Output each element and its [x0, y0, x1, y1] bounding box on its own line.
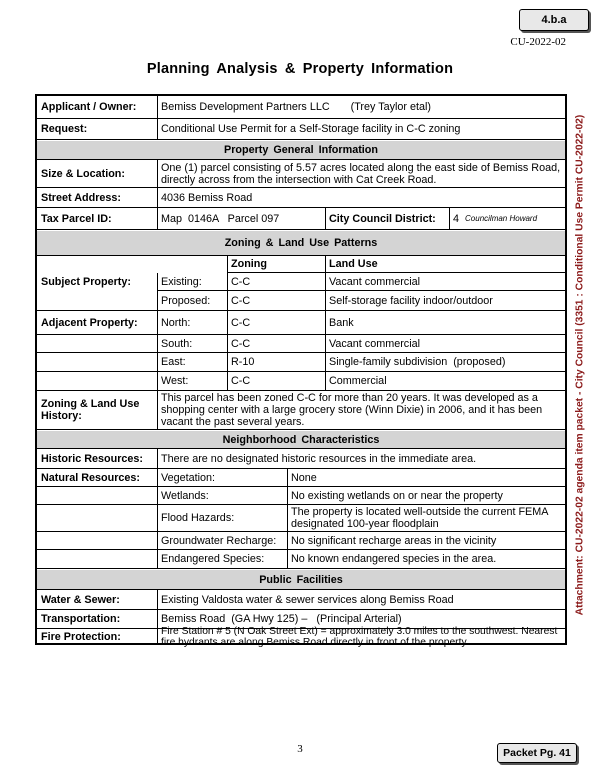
- section-neighborhood: Neighborhood Characteristics: [37, 431, 565, 448]
- flood-hazards-value: The property is located well-outside the current FEMA designated 100-year floodplain: [291, 506, 548, 530]
- vegetation-row: [37, 469, 565, 486]
- zoning-history-value: This parcel has been zoned C-C for more than 20 years. It was developed as a shopping center with a large grocery store (Winn Dixie) in 2006, and it has been vacant the past several years.: [161, 392, 543, 428]
- zoning-header-row: [37, 256, 565, 272]
- case-number: CU-2022-02: [510, 36, 566, 48]
- section-public-facilities: Public Facilities: [37, 570, 565, 589]
- water-sewer-row: [37, 590, 565, 609]
- adjacent-north-row: [37, 312, 565, 334]
- adjacent-west-row: [37, 372, 565, 390]
- endangered-species-value: No known endangered species in the area.: [291, 553, 497, 565]
- east-land-use: Single-family subdivision (proposed): [329, 356, 506, 368]
- street-address-label: Street Address:: [41, 191, 122, 204]
- historic-resources-label: Historic Resources:: [41, 452, 144, 465]
- analysis-table: [35, 94, 567, 648]
- land-use-column-header: Land Use: [329, 258, 378, 270]
- adjacent-south-row: [37, 335, 565, 352]
- north-land-use: Bank: [329, 317, 354, 329]
- adjacent-property-label: Adjacent Property:: [41, 317, 138, 329]
- council-member: Councilman Howard: [465, 213, 538, 223]
- fire-protection-value: Fire Station # 5 (N Oak Street Ext) = approximately 3.0 miles to the southwest. Nearest fire hydrants are along Bemiss Road directly in front of the property: [161, 626, 558, 648]
- applicant-value: Bemiss Development Partners LLC (Trey Taylor etal): [161, 101, 432, 113]
- council-district-number: 4: [453, 212, 460, 225]
- vegetation-value: None: [291, 471, 317, 484]
- fire-protection-row: [37, 626, 565, 648]
- endangered-species-label: Endangered Species:: [161, 553, 265, 565]
- packet-page-label: Packet Pg. 41: [497, 743, 577, 763]
- council-district-label: City Council District:: [329, 212, 436, 225]
- size-location-row: [37, 160, 565, 187]
- size-location-value: One (1) parcel consisting of 5.57 acres located along the east side of Bemiss Road, directly across from the intersection with Cat Creek Road.: [161, 161, 561, 186]
- tax-parcel-row: [37, 208, 565, 229]
- attachment-side-text: Attachment: CU-2022-02 agenda item packet - City Council (3351 : Conditional Use Permit CU-2022-02): [574, 114, 586, 616]
- water-sewer-label: Water & Sewer:: [41, 593, 120, 606]
- south-label: South:: [161, 337, 193, 350]
- section-property-general: Property General Information: [37, 141, 565, 159]
- existing-land-use: Vacant commercial: [329, 275, 421, 288]
- existing-label: Existing:: [161, 275, 202, 288]
- west-zoning: C-C: [231, 375, 251, 387]
- natural-resources-label: Natural Resources:: [41, 471, 141, 484]
- tax-parcel-value: Map 0146A Parcel 097: [161, 212, 280, 225]
- zoning-history-row: [37, 391, 565, 429]
- council-district-value: [449, 208, 565, 229]
- subject-proposed-row: [37, 291, 565, 310]
- east-label: East:: [161, 356, 186, 368]
- west-label: West:: [161, 375, 189, 387]
- north-label: North:: [161, 317, 191, 329]
- vegetation-label: Vegetation:: [161, 471, 216, 484]
- zoning-column-header: Zoning: [231, 258, 267, 270]
- proposed-land-use: Self-storage facility indoor/outdoor: [329, 294, 493, 307]
- water-sewer-value: Existing Valdosta water & sewer services along Bemiss Road: [161, 593, 454, 606]
- subject-existing-row: [37, 273, 565, 290]
- request-row: [37, 119, 565, 139]
- street-address-row: [37, 188, 565, 207]
- groundwater-label: Groundwater Recharge:: [161, 534, 277, 547]
- wetlands-value: No existing wetlands on or near the property: [291, 489, 503, 502]
- applicant-label: Applicant / Owner:: [41, 101, 137, 113]
- transportation-label: Transportation:: [41, 613, 121, 625]
- proposed-label: Proposed:: [161, 294, 211, 307]
- endangered-species-row: [37, 550, 565, 568]
- south-land-use: Vacant commercial: [329, 337, 421, 350]
- request-label: Request:: [41, 123, 88, 135]
- east-zoning: R-10: [231, 356, 255, 368]
- west-land-use: Commercial: [329, 375, 387, 387]
- page-title: Planning Analysis & Property Information: [146, 61, 454, 77]
- tax-parcel-label: Tax Parcel ID:: [41, 212, 112, 225]
- flood-hazards-label: Flood Hazards:: [161, 512, 235, 524]
- existing-zoning: C-C: [231, 275, 251, 288]
- transportation-value: Bemiss Road (GA Hwy 125) – (Principal Arterial): [161, 613, 402, 625]
- size-location-label: Size & Location:: [41, 167, 125, 180]
- historic-resources-value: There are no designated historic resources in the immediate area.: [161, 452, 477, 465]
- subject-property-label: Subject Property:: [41, 275, 131, 288]
- street-address-value: 4036 Bemiss Road: [161, 191, 253, 204]
- agenda-tag: 4.b.a: [519, 9, 589, 31]
- adjacent-east-row: [37, 353, 565, 371]
- historic-resources-row: [37, 449, 565, 468]
- proposed-zoning: C-C: [231, 294, 251, 307]
- section-zoning-land-use: Zoning & Land Use Patterns: [37, 231, 565, 255]
- request-value: Conditional Use Permit for a Self-Storage facility in C-C zoning: [161, 123, 461, 135]
- page-number: 3: [297, 743, 303, 755]
- wetlands-label: Wetlands:: [161, 489, 209, 502]
- groundwater-row: [37, 532, 565, 549]
- north-zoning: C-C: [231, 317, 251, 329]
- south-zoning: C-C: [231, 337, 251, 350]
- attachment-side-note: [570, 95, 590, 635]
- wetlands-row: [37, 487, 565, 504]
- groundwater-value: No significant recharge areas in the vicinity: [291, 534, 497, 547]
- applicant-row: [37, 96, 565, 118]
- zoning-history-label: Zoning & Land Use History:: [41, 398, 140, 422]
- flood-hazards-row: [37, 505, 565, 531]
- fire-protection-label: Fire Protection:: [41, 631, 121, 643]
